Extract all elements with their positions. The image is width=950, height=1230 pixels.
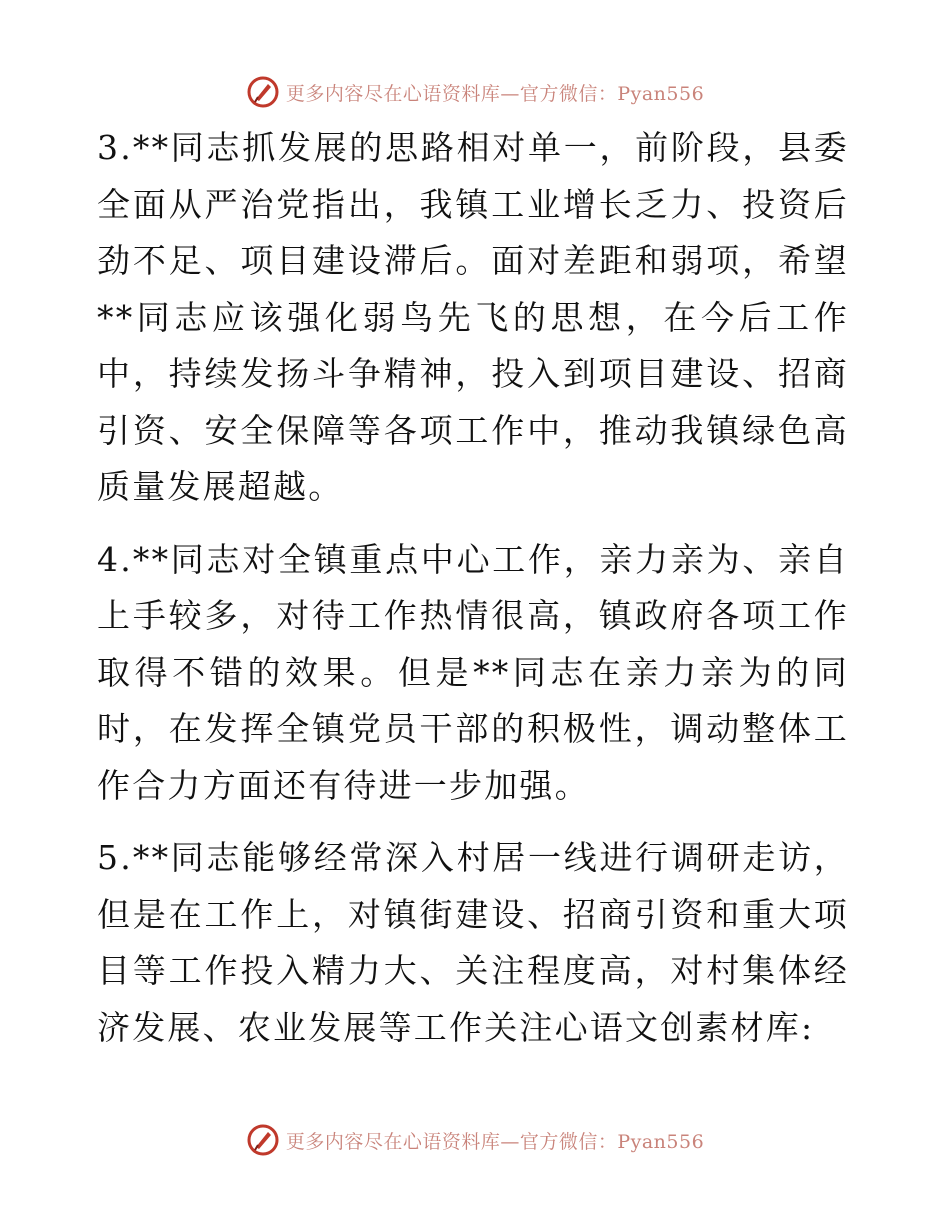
paragraph-4: 4.**同志对全镇重点中心工作，亲力亲为、亲自上手较多，对待工作热情很高，镇政府各项工作取得不错的效果。但是**同志在亲力亲为的同时，在发挥全镇党员干部的积极性，调动整体工作合力方面还有待进一步加强。	[97, 539, 849, 805]
quill-pen-seal-icon	[246, 1123, 280, 1157]
document-body	[97, 120, 849, 1056]
paragraph-5: 5.**同志能够经常深入村居一线进行调研走访，但是在工作上，对镇街建设、招商引资和重大项目等工作投入精力大、关注程度高，对村集体经济发展、农业发展等工作关注心语文创素材库:	[97, 838, 849, 1047]
quill-pen-seal-icon	[246, 75, 280, 109]
watermark-text: 更多内容尽在心语资料库—官方微信：Pyan556	[285, 1130, 705, 1153]
paragraph-3: 3.**同志抓发展的思路相对单一，前阶段，县委全面从严治党指出，我镇工业增长乏力、投资后劲不足、项目建设滞后。面对差距和弱项，希望**同志应该强化弱鸟先飞的思想，在今后工作中，持续发扬斗争精神，投入到项目建设、招商引资、安全保障等各项工作中，推动我镇绿色高质量发展超越。	[97, 128, 849, 506]
header-watermark	[0, 72, 950, 112]
footer-watermark	[0, 1120, 950, 1160]
watermark-text: 更多内容尽在心语资料库—官方微信：Pyan556	[285, 82, 705, 105]
